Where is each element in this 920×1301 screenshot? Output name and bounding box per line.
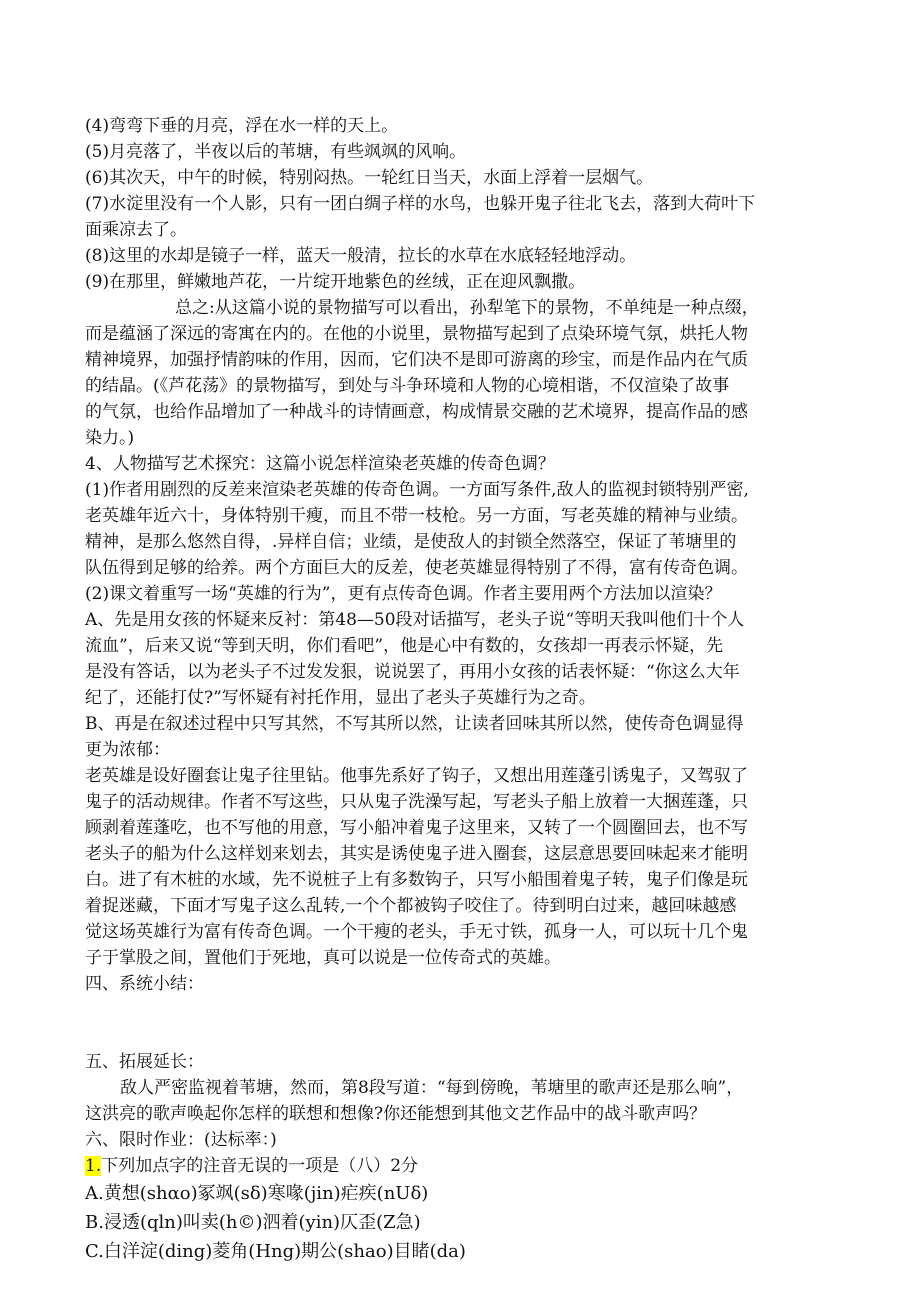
scenery-line: (6)其次天，中午的时候，特别闷热。一轮红日当天，水面上浮着一层烟气。 bbox=[85, 168, 654, 188]
document-body bbox=[85, 113, 785, 1266]
section-4-line: 队伍得到足够的给养。两个方面巨大的反差，使老英雄显得特别了不得，富有传奇色调。 bbox=[85, 558, 748, 578]
summary-first-line: 总之:从这篇小说的景物描写可以看出，孙犁笔下的景物，不单纯是一种点缀， bbox=[175, 298, 759, 318]
section-4-line: 精神，是那么悠然自得，.异样自信；业绩，是使敌人的封锁全然落空，保证了苇塘里的 bbox=[85, 532, 737, 552]
summary-line: 的气氛，也给作品增加了一种战斗的诗情画意，构成情景交融的艺术境界，提高作品的感 bbox=[85, 402, 748, 422]
section-4-line: 老英雄是设好圈套让鬼子往里钻。他事先系好了钩子，又想出用莲蓬引诱鬼子，又驾驭了 bbox=[85, 766, 748, 786]
section-5-line: 这洪亮的歌声唤起你怎样的联想和想像?你还能想到其他文艺作品中的战斗歌声吗？ bbox=[85, 1104, 707, 1124]
section-four-title: 四、系统小结： bbox=[85, 974, 204, 994]
section-4-line: 流血”，后来又说“等到天明，你们看吧”，他是心中有数的，女孩却一再表示怀疑，先 bbox=[85, 636, 724, 656]
section-6 bbox=[85, 1127, 785, 1266]
section-4-line: 顾剥着莲蓬吃，也不写他的用意，写小船冲着鬼子这里来，又转了一个圆圈回去，也不写 bbox=[85, 818, 748, 838]
section-4-line: A、先是用女孩的怀疑来反衬：第48—50段对话描写，老头子说“等明天我叫他们十个人 bbox=[85, 610, 745, 630]
section-4-line: 着捉迷藏，下面才写鬼子这么乱转,一个个都被钩子咬住了。待到明白过来，越回味越感 bbox=[85, 896, 737, 916]
summary-line: 精神境界，加强抒情韵味的作用，因而，它们决不是即可游离的珍宝，而是作品内在气质 bbox=[85, 350, 748, 370]
scenery-list bbox=[85, 113, 785, 295]
section-4 bbox=[85, 451, 785, 971]
summary-line: 染力。) bbox=[85, 428, 135, 448]
scenery-line: (9)在那里，鲜嫩地芦花，一片绽开地紫色的丝绒，正在迎风飘撒。 bbox=[85, 272, 586, 292]
question-number-highlight: 1. bbox=[85, 1156, 102, 1176]
summary-line: 的结晶。(《芦花荡》的景物描写，到处与斗争环境和人物的心境相谐，不仅渲染了故事 bbox=[85, 376, 730, 396]
section-4-line: 老头子的船为什么这样划来划去，其实是诱使鬼子进入圈套，这层意思要回味起来才能明 bbox=[85, 844, 748, 864]
section-4-line: (2)课文着重写一场“英雄的行为”，更有点传奇色调。作者主要用两个方法加以渲染？ bbox=[85, 584, 722, 604]
choice-a: A.黄想(shαo)冢飒(sδ)寒喙(jin)疟疾(nUδ) bbox=[85, 1183, 429, 1204]
section-4-line: 老英雄年近六十，身体特别干瘦，而且不带一枝枪。另一方面，写老英雄的精神与业绩。 bbox=[85, 506, 748, 526]
section-4-line: 鬼子的活动规律。作者不写这些，只从鬼子洗澡写起，写老头子船上放着一大捆莲蓬，只 bbox=[85, 792, 748, 812]
summary-paragraph bbox=[85, 295, 785, 451]
section-6-title: 六、限时作业：(达标率：) bbox=[85, 1130, 277, 1150]
scenery-line: (7)水淀里没有一个人影，只有一团白绸子样的水鸟，也躲开鬼子往北飞去，落到大荷叶下 bbox=[85, 194, 756, 214]
section-4-line: 更为浓郁： bbox=[85, 740, 170, 760]
section-4-line: 纪了，还能打仗?”写怀疑有衬托作用，显出了老头子英雄行为之奇。 bbox=[85, 688, 596, 708]
section-4-line: 子于掌股之间，置他们于死地，真可以说是一位传奇式的英雄。 bbox=[85, 948, 561, 968]
section-4-line: (1)作者用剧烈的反差来渲染老英雄的传奇色调。一方面写条件,敌人的监视封锁特别严密, bbox=[85, 480, 749, 500]
question-1 bbox=[85, 1153, 785, 1179]
section-4-heading: 4、人物描写艺术探究：这篇小说怎样渲染老英雄的传奇色调？ bbox=[85, 454, 555, 474]
scenery-line: (8)这里的水却是镜子一样，蓝天一般清，拉长的水草在水底轻轻地浮动。 bbox=[85, 246, 637, 266]
scenery-line: (5)月亮落了，半夜以后的苇塘，有些飒飒的风响。 bbox=[85, 142, 467, 162]
section-5 bbox=[85, 1049, 785, 1127]
choice-b: B.浸透(qln)叫卖(h©)泗着(yin)仄歪(Z急) bbox=[85, 1212, 421, 1233]
scenery-line: 面乘凉去了。 bbox=[85, 220, 187, 240]
scenery-line: (4)弯弯下垂的月亮，浮在水一样的天上。 bbox=[85, 116, 399, 136]
section-4-line: 白。进了有木桩的水域，先不说桩子上有多数钩子，只写小船围着鬼子转，鬼子们像是玩 bbox=[85, 870, 748, 890]
section-4-line: 是没有答话，以为老头子不过发发狠，说说罢了，再用小女孩的话表怀疑：“你这么大年 bbox=[85, 662, 740, 682]
choice-c: C.白洋淀(ding)菱角(Hng)期公(shao)目睹(da) bbox=[85, 1241, 466, 1262]
section-5-title: 五、拓展延长： bbox=[85, 1052, 204, 1072]
section-4-line: B、再是在叙述过程中只写其然，不写其所以然，让读者回味其所以然，使传奇色调显得 bbox=[85, 714, 744, 734]
section-5-first-line: 敌人严密监视着苇塘，然而，第8段写道：“每到傍晚，苇塘里的歌声还是那么响”， bbox=[120, 1078, 744, 1098]
question-1-text: 下列加点字的注音无误的一项是（八）2分 bbox=[101, 1156, 419, 1176]
blank-space bbox=[85, 997, 785, 1049]
summary-line: 而是蕴涵了深远的寄寓在内的。在他的小说里，景物描写起到了点染环境气氛，烘托人物 bbox=[85, 324, 748, 344]
section-4-line: 觉这场英雄行为富有传奇色调。一个干瘦的老头，手无寸铁，孤身一人，可以玩十几个鬼 bbox=[85, 922, 748, 942]
